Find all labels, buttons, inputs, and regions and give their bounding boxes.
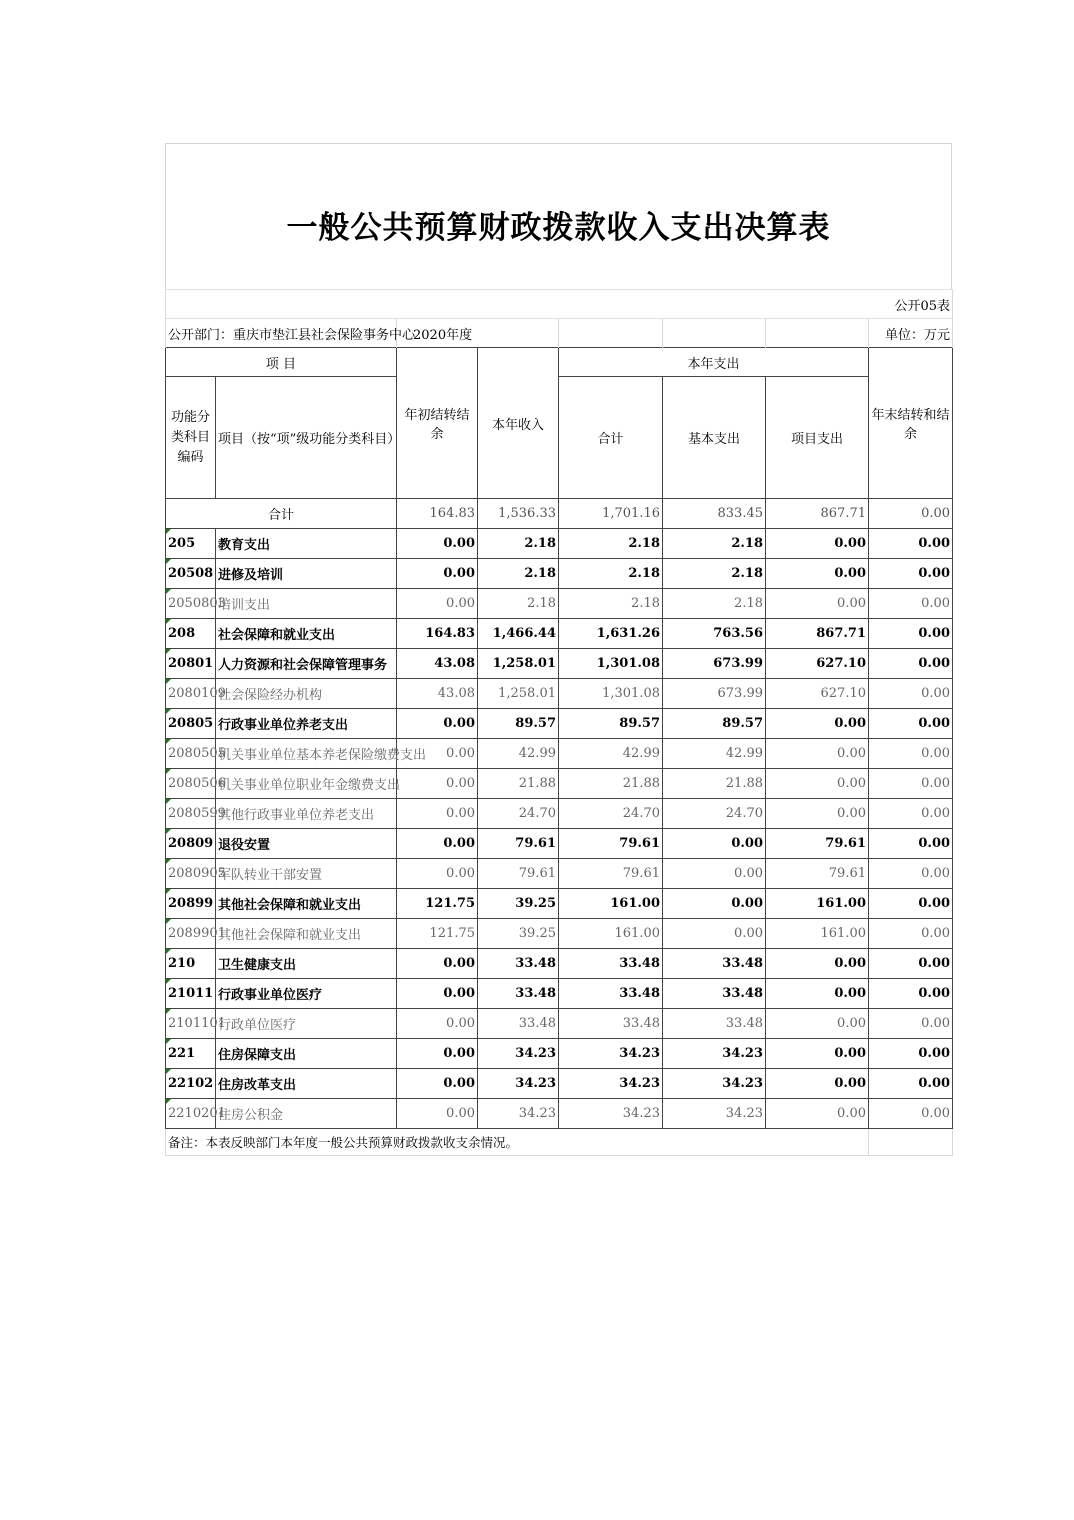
- row-total: 33.48: [559, 1009, 663, 1039]
- row-project: 0.00: [766, 739, 869, 769]
- row-income: 21.88: [478, 769, 559, 799]
- header-income: 本年收入: [478, 348, 559, 499]
- row-begin: 0.00: [397, 859, 478, 889]
- row-end: 0.00: [869, 649, 953, 679]
- header-total: 合计: [559, 377, 663, 499]
- row-total: 79.61: [559, 859, 663, 889]
- row-basic: 33.48: [663, 979, 766, 1009]
- row-end: 0.00: [869, 1039, 953, 1069]
- table-row: [166, 589, 953, 619]
- row-total: 24.70: [559, 799, 663, 829]
- row-end: 0.00: [869, 859, 953, 889]
- row-name: 卫生健康支出: [216, 949, 397, 979]
- row-code: 20508: [166, 559, 216, 589]
- budget-sheet: [165, 143, 952, 1159]
- department-label: 公开部门：重庆市垫江县社会保险事务中心: [166, 319, 397, 348]
- row-begin: 121.75: [397, 889, 478, 919]
- row-basic: 33.48: [663, 1009, 766, 1039]
- row-total: 33.48: [559, 979, 663, 1009]
- table-row: [166, 649, 953, 679]
- row-income: 33.48: [478, 1009, 559, 1039]
- table-row: [166, 1039, 953, 1069]
- row-total: 34.23: [559, 1099, 663, 1129]
- row-project: 0.00: [766, 1099, 869, 1129]
- row-income: 24.70: [478, 799, 559, 829]
- row-code: 2080599: [166, 799, 216, 829]
- total-total: 1,701.16: [559, 499, 663, 529]
- row-total: 34.23: [559, 1069, 663, 1099]
- row-code: 20809: [166, 829, 216, 859]
- row-name: 人力资源和社会保障管理事务: [216, 649, 397, 679]
- row-end: 0.00: [869, 589, 953, 619]
- row-code: 208: [166, 619, 216, 649]
- row-income: 89.57: [478, 709, 559, 739]
- header-end-balance: 年末结转和结余: [869, 348, 953, 499]
- header-item: 项 目: [166, 348, 397, 377]
- row-total: 21.88: [559, 769, 663, 799]
- budget-table: [165, 289, 953, 1156]
- row-name: 机关事业单位职业年金缴费支出: [216, 769, 397, 799]
- row-begin: 0.00: [397, 829, 478, 859]
- row-basic: 0.00: [663, 829, 766, 859]
- row-project: 0.00: [766, 1039, 869, 1069]
- row-total: 34.23: [559, 1039, 663, 1069]
- row-project: 0.00: [766, 1009, 869, 1039]
- row-begin: 43.08: [397, 679, 478, 709]
- row-begin: 0.00: [397, 1069, 478, 1099]
- row-name: 机关事业单位基本养老保险缴费支出: [216, 739, 397, 769]
- row-begin: 0.00: [397, 739, 478, 769]
- row-project: 0.00: [766, 949, 869, 979]
- row-end: 0.00: [869, 619, 953, 649]
- row-basic: 2.18: [663, 529, 766, 559]
- row-name: 进修及培训: [216, 559, 397, 589]
- table-row: [166, 1099, 953, 1129]
- table-row: [166, 919, 953, 949]
- row-basic: 2.18: [663, 559, 766, 589]
- header-basic: 基本支出: [663, 377, 766, 499]
- table-row: [166, 1069, 953, 1099]
- row-total: 89.57: [559, 709, 663, 739]
- row-total: 2.18: [559, 589, 663, 619]
- row-name: 社会保障和就业支出: [216, 619, 397, 649]
- row-begin: 0.00: [397, 1039, 478, 1069]
- row-begin: 0.00: [397, 799, 478, 829]
- row-begin: 0.00: [397, 769, 478, 799]
- row-name: 退役安置: [216, 829, 397, 859]
- row-name: 军队转业干部安置: [216, 859, 397, 889]
- table-row: [166, 829, 953, 859]
- row-begin: 0.00: [397, 1009, 478, 1039]
- row-code: 2080505: [166, 739, 216, 769]
- row-code: 20899: [166, 889, 216, 919]
- row-name: 行政事业单位养老支出: [216, 709, 397, 739]
- row-basic: 24.70: [663, 799, 766, 829]
- table-row: [166, 859, 953, 889]
- header-name: 项目（按“项”级功能分类科目）: [216, 377, 397, 499]
- row-basic: 42.99: [663, 739, 766, 769]
- row-name: 行政事业单位医疗: [216, 979, 397, 1009]
- row-basic: 34.23: [663, 1039, 766, 1069]
- unit-label: 单位：万元: [869, 319, 953, 348]
- table-code: 公开05表: [166, 290, 953, 319]
- row-code: 2101101: [166, 1009, 216, 1039]
- row-code: 22102: [166, 1069, 216, 1099]
- row-project: 0.00: [766, 769, 869, 799]
- row-income: 2.18: [478, 529, 559, 559]
- row-project: 0.00: [766, 559, 869, 589]
- row-income: 34.23: [478, 1099, 559, 1129]
- row-income: 34.23: [478, 1069, 559, 1099]
- row-begin: 164.83: [397, 619, 478, 649]
- header-begin-balance: 年初结转结余: [397, 348, 478, 499]
- row-end: 0.00: [869, 799, 953, 829]
- row-project: 0.00: [766, 979, 869, 1009]
- row-project: 627.10: [766, 679, 869, 709]
- row-income: 79.61: [478, 829, 559, 859]
- table-row: [166, 889, 953, 919]
- row-project: 79.61: [766, 859, 869, 889]
- row-income: 33.48: [478, 949, 559, 979]
- header-code: 功能分类科目编码: [166, 377, 216, 499]
- row-basic: 34.23: [663, 1099, 766, 1129]
- row-income: 79.61: [478, 859, 559, 889]
- row-name: 其他社会保障和就业支出: [216, 919, 397, 949]
- row-end: 0.00: [869, 829, 953, 859]
- row-code: 205: [166, 529, 216, 559]
- row-total: 2.18: [559, 559, 663, 589]
- row-basic: 0.00: [663, 889, 766, 919]
- row-project: 0.00: [766, 799, 869, 829]
- total-label: 合计: [166, 499, 397, 529]
- row-code: 2080905: [166, 859, 216, 889]
- table-row: [166, 979, 953, 1009]
- row-end: 0.00: [869, 919, 953, 949]
- total-basic: 833.45: [663, 499, 766, 529]
- row-income: 33.48: [478, 979, 559, 1009]
- row-basic: 89.57: [663, 709, 766, 739]
- row-code: 20805: [166, 709, 216, 739]
- row-code: 221: [166, 1039, 216, 1069]
- row-code: 2080506: [166, 769, 216, 799]
- row-income: 1,258.01: [478, 649, 559, 679]
- row-begin: 0.00: [397, 979, 478, 1009]
- row-income: 39.25: [478, 889, 559, 919]
- row-project: 0.00: [766, 529, 869, 559]
- row-income: 42.99: [478, 739, 559, 769]
- row-name: 其他社会保障和就业支出: [216, 889, 397, 919]
- row-end: 0.00: [869, 709, 953, 739]
- row-basic: 0.00: [663, 859, 766, 889]
- row-project: 161.00: [766, 919, 869, 949]
- row-project: 867.71: [766, 619, 869, 649]
- row-total: 2.18: [559, 529, 663, 559]
- row-project: 0.00: [766, 709, 869, 739]
- row-name: 行政单位医疗: [216, 1009, 397, 1039]
- row-basic: 673.99: [663, 649, 766, 679]
- row-code: 2080109: [166, 679, 216, 709]
- row-total: 161.00: [559, 889, 663, 919]
- row-begin: 0.00: [397, 529, 478, 559]
- row-project: 627.10: [766, 649, 869, 679]
- row-name: 教育支出: [216, 529, 397, 559]
- row-end: 0.00: [869, 979, 953, 1009]
- table-row: [166, 559, 953, 589]
- row-total: 33.48: [559, 949, 663, 979]
- row-begin: 0.00: [397, 949, 478, 979]
- row-income: 39.25: [478, 919, 559, 949]
- total-project: 867.71: [766, 499, 869, 529]
- row-name: 住房改革支出: [216, 1069, 397, 1099]
- row-begin: 0.00: [397, 709, 478, 739]
- row-basic: 763.56: [663, 619, 766, 649]
- table-row: [166, 769, 953, 799]
- row-end: 0.00: [869, 949, 953, 979]
- row-begin: 0.00: [397, 559, 478, 589]
- row-begin: 43.08: [397, 649, 478, 679]
- row-basic: 0.00: [663, 919, 766, 949]
- row-code: 20801: [166, 649, 216, 679]
- table-row: [166, 529, 953, 559]
- table-row: [166, 709, 953, 739]
- row-end: 0.00: [869, 739, 953, 769]
- row-end: 0.00: [869, 1009, 953, 1039]
- page-title: 一般公共预算财政拨款收入支出决算表: [286, 210, 831, 246]
- row-end: 0.00: [869, 1069, 953, 1099]
- row-end: 0.00: [869, 679, 953, 709]
- row-total: 1,301.08: [559, 679, 663, 709]
- row-total: 1,631.26: [559, 619, 663, 649]
- row-project: 79.61: [766, 829, 869, 859]
- table-row: [166, 739, 953, 769]
- table-row: [166, 1009, 953, 1039]
- table-row: [166, 619, 953, 649]
- row-income: 2.18: [478, 589, 559, 619]
- row-name: 培训支出: [216, 589, 397, 619]
- row-begin: 0.00: [397, 589, 478, 619]
- row-name: 住房公积金: [216, 1099, 397, 1129]
- row-project: 161.00: [766, 889, 869, 919]
- row-end: 0.00: [869, 769, 953, 799]
- row-code: 210: [166, 949, 216, 979]
- footnote: 备注：本表反映部门本年度一般公共预算财政拨款收支余情况。: [166, 1129, 869, 1156]
- row-income: 1,466.44: [478, 619, 559, 649]
- row-basic: 34.23: [663, 1069, 766, 1099]
- row-end: 0.00: [869, 529, 953, 559]
- row-begin: 0.00: [397, 1099, 478, 1129]
- row-code: 2050803: [166, 589, 216, 619]
- row-end: 0.00: [869, 889, 953, 919]
- row-name: 住房保障支出: [216, 1039, 397, 1069]
- total-row: [166, 499, 953, 529]
- row-code: 2210201: [166, 1099, 216, 1129]
- row-total: 1,301.08: [559, 649, 663, 679]
- row-project: 0.00: [766, 589, 869, 619]
- row-total: 42.99: [559, 739, 663, 769]
- year-label: 2020年度: [397, 319, 559, 348]
- table-row: [166, 949, 953, 979]
- total-begin: 164.83: [397, 499, 478, 529]
- table-row: [166, 799, 953, 829]
- row-basic: 673.99: [663, 679, 766, 709]
- row-name: 其他行政事业单位养老支出: [216, 799, 397, 829]
- row-end: 0.00: [869, 559, 953, 589]
- header-project: 项目支出: [766, 377, 869, 499]
- title-area: [165, 143, 952, 289]
- total-end: 0.00: [869, 499, 953, 529]
- row-end: 0.00: [869, 1099, 953, 1129]
- row-total: 161.00: [559, 919, 663, 949]
- row-basic: 33.48: [663, 949, 766, 979]
- row-total: 79.61: [559, 829, 663, 859]
- table-row: [166, 679, 953, 709]
- row-code: 2089901: [166, 919, 216, 949]
- row-basic: 2.18: [663, 589, 766, 619]
- row-income: 2.18: [478, 559, 559, 589]
- row-name: 社会保险经办机构: [216, 679, 397, 709]
- row-project: 0.00: [766, 1069, 869, 1099]
- header-expense: 本年支出: [559, 348, 869, 377]
- total-income: 1,536.33: [478, 499, 559, 529]
- row-basic: 21.88: [663, 769, 766, 799]
- row-code: 21011: [166, 979, 216, 1009]
- row-income: 1,258.01: [478, 679, 559, 709]
- row-income: 34.23: [478, 1039, 559, 1069]
- row-begin: 121.75: [397, 919, 478, 949]
